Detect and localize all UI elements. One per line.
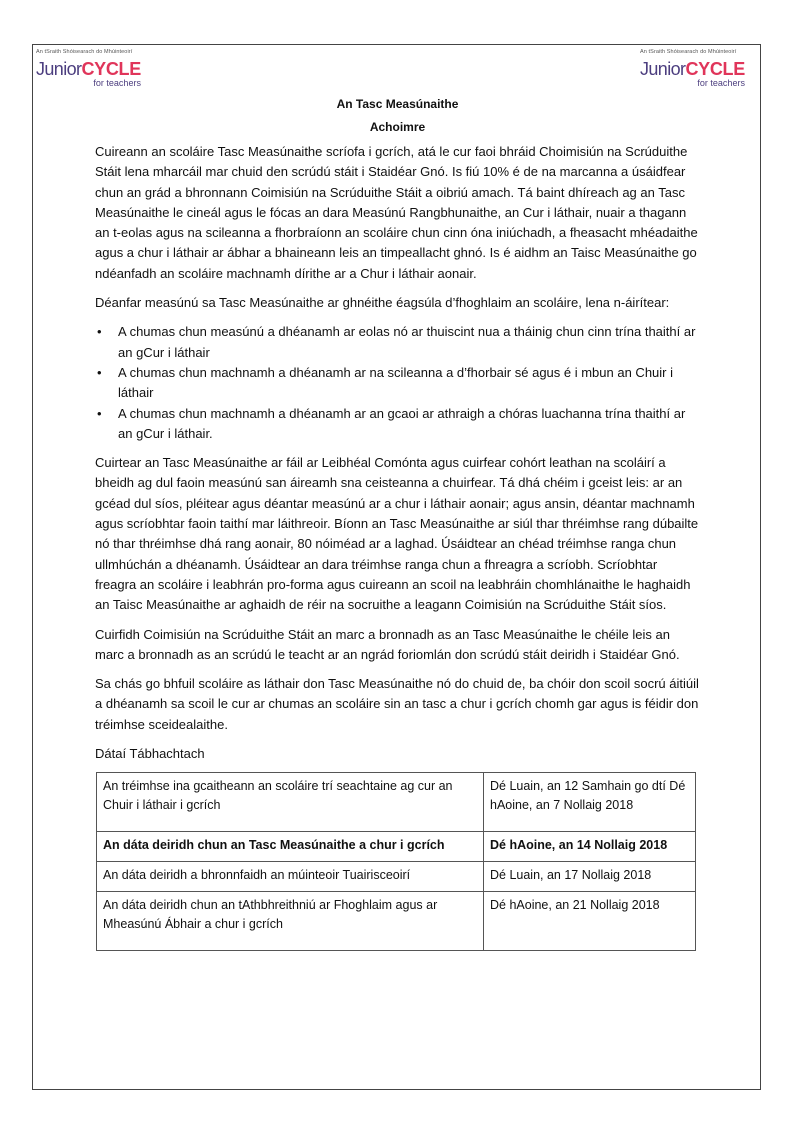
table-cell-date: Dé Luain, an 17 Nollaig 2018	[484, 862, 696, 892]
list-item: • A chumas chun machnamh a dhéanamh ar an gcaoi ar athraigh a chóras luachanna trína thaithí ar an gCur i láthair.	[95, 404, 700, 445]
aspects-list	[95, 322, 700, 444]
junior-cycle-logo-left	[36, 50, 141, 88]
table-cell-label: An dáta deiridh a bhronnfaidh an múinteoir Tuairisceoirí	[97, 862, 484, 892]
logo-subtitle: for teachers	[697, 77, 745, 88]
paragraph-aspects: Déanfar measúnú sa Tasc Measúnaithe ar ghnéithe éagsúla d’fhoghlaim an scoláire, lena n-áirítear:	[95, 295, 670, 311]
logo-subtitle: for teachers	[93, 77, 141, 88]
paragraph-intro: Cuireann an scoláire Tasc Measúnaithe scríofa i gcrích, atá le cur faoi bhráid Choimisiún na Scrúduithe Stáit lena mharcáil mar chuid den scrúdú stáit i Staidéar Gnó. Is fiú 10% é de na marcanna a úsáidfear chun an grád a bhronnann Coimisiún na Scrúduithe Stáit a oibriú amach. Tá baint dhíreach ag an Tasc Measúnaithe le cineál agus le fócas an dara Measúnú Rangbhunaithe, an Cur i láthair, nuair a thagann an t-eolas agus na scileanna a fhorbraíonn an scoláire chun cinn óna iniúchadh, a fheasacht mhéadaithe agus a chur i láthair ar ábhar a bhaineann leis an timpeallacht ghnó. Is é aidhm an Taisc Measúnaithe go ndéanfadh an scoláire machnamh dírithe ar a Chur i láthair aonair.	[95, 144, 698, 281]
logo-brand: JuniorCYCLE	[640, 58, 745, 79]
table-row	[97, 773, 696, 832]
list-item: • A chumas chun machnamh a dhéanamh ar na scileanna a d’fhorbair sé agus é i mbun an Chuir i láthair	[95, 363, 700, 404]
document-subtitle: Achoimre	[369, 120, 426, 134]
table-cell-label: An dáta deiridh chun an tAthbhreithniú ar Fhoghlaim agus ar Mheasúnú Ábhair a chur i gcrích	[97, 892, 484, 951]
table-cell-date: Dé Luain, an 12 Samhain go dtí Dé hAoine, an 7 Nollaig 2018	[484, 773, 696, 832]
logo-tagline: An tSraith Shóisearach do Mhúinteoirí	[640, 49, 737, 55]
junior-cycle-logo-right	[640, 50, 745, 88]
table-row	[97, 832, 696, 862]
paragraph-delivery: Cuirtear an Tasc Measúnaithe ar fáil ar Leibhéal Comónta agus cuirfear cohórt leathan na scoláirí a bheidh ag dul faoin measúnú san áireamh sna ceisteanna a chuirfear. Tá dhá chéim i gceist leis: ar an gcéad dul síos, pléitear agus déantar measúnú ar a chur i láthair aonair; agus ansin, déantar machnamh agus scríobhtar faoin taithí mar láithreoir. Bíonn an Tasc Measúnaithe ar siúl thar thréimhse rang dúbailte nó thar thréimhse dhá rang aonair, 80 nóiméad ar a laghad. Úsáidtear an chéad tréimhse ranga chun ullmhúchán a dhéanamh. Úsáidtear an dara tréimhse ranga chun a fhreagra a scríobh. Scríobhtar freagra an scoláire i leabhrán pro-forma agus cuireann an scoil na leabhráin chomhlánaithe le haghaidh an Taisc Measúnaithe ar aghaidh de réir na socruithe a leagann Coimisiún na Scrúduithe Stáit síos.	[95, 455, 699, 613]
table-row	[97, 892, 696, 951]
table-cell-date: Dé hAoine, an 21 Nollaig 2018	[484, 892, 696, 951]
table-cell-date: Dé hAoine, an 14 Nollaig 2018	[484, 832, 696, 862]
list-item: • A chumas chun measúnú a dhéanamh ar eolas nó ar thuiscint nua a tháinig chun cinn trína thaithí ar an gCur i láthair	[95, 322, 700, 363]
dates-heading: Dátaí Tábhachtach	[95, 746, 205, 762]
logo-brand: JuniorCYCLE	[36, 58, 141, 79]
table-cell-label: An tréimhse ina gcaitheann an scoláire trí seachtaine ag cur an Chuir i láthair i gcrích	[97, 773, 484, 832]
table-row	[97, 862, 696, 892]
logo-tagline: An tSraith Shóisearach do Mhúinteoirí	[36, 49, 133, 55]
table-cell-label: An dáta deiridh chun an Tasc Measúnaithe a chur i gcrích	[97, 832, 484, 862]
paragraph-marks: Cuirfidh Coimisiún na Scrúduithe Stáit an marc a bronnadh as an Tasc Measúnaithe le chéile leis an marc a bronnadh as an scrúdú le teacht ar an ngrád foriomlán don scrúdú stáit deiridh i Staidéar Gnó.	[95, 626, 680, 662]
paragraph-absence: Sa chás go bhfuil scoláire as láthair don Tasc Measúnaithe nó do chuid de, ba chóir don scoil socrú áitiúil a dhéanamh sa scoil le cur ar chumas an scoláire sin an tasc a chur i gcrích chomh gar agus is féidir don tréimhse sceidealaithe.	[95, 676, 699, 732]
document-title: An Tasc Measúnaithe	[336, 97, 459, 111]
document-content	[95, 96, 700, 951]
dates-table	[96, 772, 696, 951]
